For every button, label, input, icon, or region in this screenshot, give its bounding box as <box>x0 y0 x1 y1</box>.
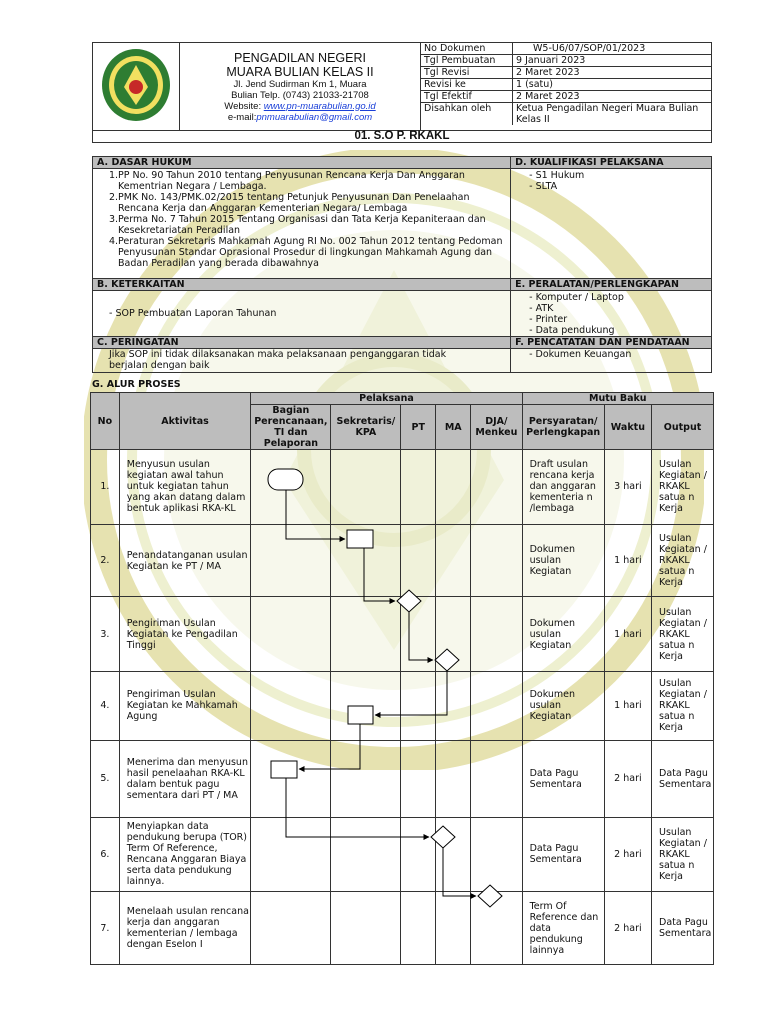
legal-basis-text: Perma No. 7 Tahun 2015 Tentang Organisasi dan Tata Kerja Kepaniteraan dan Kesekretariatan Peradilan <box>118 214 486 236</box>
process-table <box>90 392 714 965</box>
legal-basis-number: 4. <box>109 236 119 247</box>
section-e-body <box>511 291 712 337</box>
equipment-item-text: Komputer / Laptop <box>535 292 624 303</box>
cell-ma <box>436 450 471 525</box>
process-row <box>91 740 714 817</box>
step-requirement: Dokumen usulan Kegiatan <box>522 524 604 597</box>
step-activity: Pengiriman Usulan Kegiatan ke Pengadilan Tinggi <box>119 597 251 672</box>
cell-bagian <box>251 672 331 741</box>
legal-basis-number: 2. <box>109 192 119 203</box>
step-number: 3. <box>91 597 120 672</box>
metadata-value: 2 Maret 2023 <box>513 67 712 79</box>
step-output: Data Pagu Sementara <box>652 892 714 965</box>
cell-sekretaris <box>331 597 401 672</box>
pelaksana-header: Pelaksana <box>251 393 522 405</box>
legal-basis-text: PP No. 90 Tahun 2010 tentang Penyusunan Rencana Kerja Dan Anggaran Kementrian Negara / Lembaga. <box>118 170 465 192</box>
equipment-item <box>529 325 711 336</box>
sections-table <box>92 156 712 373</box>
cell-dja <box>471 672 522 741</box>
cell-bagian <box>251 740 331 817</box>
cell-ma <box>436 740 471 817</box>
organization-block <box>180 43 421 131</box>
cell-pt <box>401 817 436 892</box>
bullet-dash: - <box>529 325 536 336</box>
step-output: Data Pagu Sementara <box>652 740 714 817</box>
logo-cell <box>93 43 180 131</box>
section-b-title: B. KETERKAITAN <box>93 279 511 291</box>
step-number: 1. <box>91 450 120 525</box>
process-row <box>91 524 714 597</box>
section-a-body <box>93 169 511 279</box>
metadata-value: 2 Maret 2023 <box>513 91 712 103</box>
equipment-item <box>529 314 711 325</box>
step-output: Usulan Kegiatan / RKAKL satua n Kerja <box>652 672 714 741</box>
col-ma-header: MA <box>436 405 471 450</box>
cell-dja <box>471 450 522 525</box>
process-row <box>91 597 714 672</box>
metadata-label: No Dokumen <box>421 43 513 55</box>
metadata-value: 1 (satu) <box>513 79 712 91</box>
qualification-item <box>529 170 711 181</box>
legal-basis-item <box>109 214 506 236</box>
metadata-row <box>421 43 711 55</box>
legal-basis-item <box>109 236 506 269</box>
cell-sekretaris <box>331 450 401 525</box>
step-requirement: Term Of Reference dan data pendukung lainnya <box>522 892 604 965</box>
cell-sekretaris <box>331 892 401 965</box>
equipment-item <box>529 292 711 303</box>
step-number: 5. <box>91 740 120 817</box>
step-activity: Menelaah usulan rencana kerja dan anggaran kementerian / lembaga dengan Eselon I <box>119 892 251 965</box>
col-no-header: No <box>91 393 120 450</box>
process-title: G. ALUR PROSES <box>92 379 181 390</box>
cell-pt <box>401 740 436 817</box>
section-f-text: - Dokumen Keuangan <box>511 349 712 373</box>
cell-pt <box>401 524 436 597</box>
cell-dja <box>471 524 522 597</box>
legal-basis-text: Peraturan Sekretaris Mahkamah Agung RI No. 002 Tahun 2012 tentang Pedoman Penyusunan Standar Oprasional Prosedur di lingkungan Mahkamah Agung dan Badan Peradilan yang berada dibawahnya <box>118 236 503 269</box>
step-requirement: Data Pagu Sementara <box>522 817 604 892</box>
bullet-dash: - <box>529 303 536 314</box>
metadata-row <box>421 103 711 126</box>
col-waktu-header: Waktu <box>604 405 651 450</box>
bullet-dash: - <box>529 292 536 303</box>
mutu-baku-header: Mutu Baku <box>522 393 713 405</box>
cell-ma <box>436 672 471 741</box>
step-activity: Penandatanganan usulan Kegiatan ke PT / MA <box>119 524 251 597</box>
metadata-label: Tgl Pembuatan <box>421 55 513 67</box>
col-output-header: Output <box>652 405 714 450</box>
cell-pt <box>401 597 436 672</box>
step-requirement: Dokumen usulan Kegiatan <box>522 672 604 741</box>
cell-ma <box>436 892 471 965</box>
metadata-value: 9 Januari 2023 <box>513 55 712 67</box>
metadata-row <box>421 79 711 91</box>
step-activity: Pengiriman Usulan Kegiatan ke Mahkamah Agung <box>119 672 251 741</box>
section-d-body <box>511 169 712 279</box>
metadata-row <box>421 55 711 67</box>
step-duration: 2 hari <box>604 892 651 965</box>
process-row <box>91 892 714 965</box>
cell-pt <box>401 892 436 965</box>
cell-ma <box>436 597 471 672</box>
cell-pt <box>401 672 436 741</box>
col-bagian-header: Bagian Perencanaan, TI dan Pelaporan <box>251 405 331 450</box>
metadata-value: W5-U6/07/SOP/01/2023 <box>513 43 712 55</box>
metadata-value: Ketua Pengadilan Negeri Muara Bulian Kelas II <box>513 103 712 126</box>
section-c-text: Jika SOP ini tidak dilaksanakan maka pelaksanaan penganggaran tidak berjalan dengan baik <box>93 349 511 373</box>
legal-basis-item <box>109 192 506 214</box>
email-link[interactable]: pnmuarabulian@gmail.com <box>256 111 373 123</box>
cell-dja <box>471 740 522 817</box>
cell-dja <box>471 817 522 892</box>
cell-ma <box>436 524 471 597</box>
metadata-label: Tgl Revisi <box>421 67 513 79</box>
cell-sekretaris <box>331 817 401 892</box>
section-a-title: A. DASAR HUKUM <box>93 157 511 169</box>
step-duration: 1 hari <box>604 524 651 597</box>
step-duration: 1 hari <box>604 672 651 741</box>
step-output: Usulan Kegiatan / RKAKL satua n Kerja <box>652 450 714 525</box>
step-duration: 1 hari <box>604 597 651 672</box>
qualification-item-text: SLTA <box>535 181 558 192</box>
step-output: Usulan Kegiatan / RKAKL satua n Kerja <box>652 597 714 672</box>
col-aktivitas-header: Aktivitas <box>119 393 251 450</box>
address-line2: Bulian Telp. (0743) 21033-21708 <box>231 89 369 101</box>
step-requirement: Data Pagu Sementara <box>522 740 604 817</box>
step-number: 2. <box>91 524 120 597</box>
equipment-item-text: Data pendukung <box>535 325 615 336</box>
col-dja-header: DJA/ Menkeu <box>471 405 522 450</box>
col-pt-header: PT <box>401 405 436 450</box>
step-activity: Menyiapkan data pendukung berupa (TOR) Term Of Reference, Rencana Anggaran Biaya serta data pendukung lainnya. <box>119 817 251 892</box>
step-activity: Menerima dan menyusun hasil penelaahan RKA-KL dalam bentuk pagu sementara dari PT / MA <box>119 740 251 817</box>
cell-bagian <box>251 817 331 892</box>
cell-bagian <box>251 450 331 525</box>
address-line1: Jl. Jend Sudirman Km 1, Muara <box>233 78 367 90</box>
step-duration: 3 hari <box>604 450 651 525</box>
cell-bagian <box>251 597 331 672</box>
step-duration: 2 hari <box>604 740 651 817</box>
metadata-row <box>421 91 711 103</box>
metadata-table <box>421 43 711 125</box>
cell-bagian <box>251 524 331 597</box>
org-name-line2: MUARA BULIAN KELAS II <box>226 64 374 79</box>
equipment-item-text: ATK <box>535 303 554 314</box>
court-logo-icon <box>100 47 172 123</box>
email-label: e-mail: <box>227 111 257 123</box>
step-duration: 2 hari <box>604 817 651 892</box>
section-b-text: - SOP Pembuatan Laporan Tahunan <box>93 291 511 337</box>
bullet-dash: - <box>529 181 536 192</box>
bullet-dash: - <box>529 170 536 181</box>
legal-basis-text: PMK No. 143/PMK.02/2015 tentang Petunjuk Penyusunan Dan Penelaahan Rencana Kerja dan Anggaran Kementerian Negara/ Lembaga <box>118 192 470 214</box>
metadata-label: Revisi ke <box>421 79 513 91</box>
col-persyaratan-header: Persyaratan/ Perlengkapan <box>522 405 604 450</box>
website-label: Website: <box>224 100 264 112</box>
section-f-title: F. PENCATATAN DAN PENDATAAN <box>511 337 712 349</box>
cell-pt <box>401 450 436 525</box>
metadata-row <box>421 67 711 79</box>
section-c-title: C. PERINGATAN <box>93 337 511 349</box>
section-d-title: D. KUALIFIKASI PELAKSANA <box>511 157 712 169</box>
org-name-line1: PENGADILAN NEGERI <box>234 50 366 65</box>
step-requirement: Dokumen usulan Kegiatan <box>522 597 604 672</box>
col-sekretaris-header: Sekretaris/ KPA <box>331 405 401 450</box>
bullet-dash: - <box>529 314 536 325</box>
cell-dja <box>471 892 522 965</box>
cell-sekretaris <box>331 740 401 817</box>
step-output: Usulan Kegiatan / RKAKL satua n Kerja <box>652 817 714 892</box>
metadata-label: Disahkan oleh <box>421 103 513 126</box>
cell-bagian <box>251 892 331 965</box>
document-title: 01. S.O P. RKAKL <box>93 131 712 143</box>
qualification-item-text: S1 Hukum <box>535 170 585 181</box>
equipment-item-text: Printer <box>535 314 568 325</box>
section-e-title: E. PERALATAN/PERLENGKAPAN <box>511 279 712 291</box>
cell-dja <box>471 597 522 672</box>
legal-basis-item <box>109 170 506 192</box>
step-number: 4. <box>91 672 120 741</box>
process-row <box>91 672 714 741</box>
cell-sekretaris <box>331 524 401 597</box>
cell-ma <box>436 817 471 892</box>
equipment-item <box>529 303 711 314</box>
cell-sekretaris <box>331 672 401 741</box>
website-link[interactable]: www.pn-muarabulian.go.id <box>263 100 376 112</box>
step-number: 7. <box>91 892 120 965</box>
step-requirement: Draft usulan rencana kerja dan anggaran kementeria n /lembaga <box>522 450 604 525</box>
process-row <box>91 450 714 525</box>
step-number: 6. <box>91 817 120 892</box>
legal-basis-number: 1. <box>109 170 119 181</box>
metadata-label: Tgl Efektif <box>421 91 513 103</box>
metadata-cell <box>421 43 712 131</box>
step-output: Usulan Kegiatan / RKAKL satua n Kerja <box>652 524 714 597</box>
step-activity: Menyusun usulan kegiatan awal tahun untuk kegiatan tahun yang akan datang dalam bentuk aplikasi RKA-KL <box>119 450 251 525</box>
process-row <box>91 817 714 892</box>
qualification-item <box>529 181 711 192</box>
legal-basis-number: 3. <box>109 214 119 225</box>
document-header <box>92 42 712 143</box>
